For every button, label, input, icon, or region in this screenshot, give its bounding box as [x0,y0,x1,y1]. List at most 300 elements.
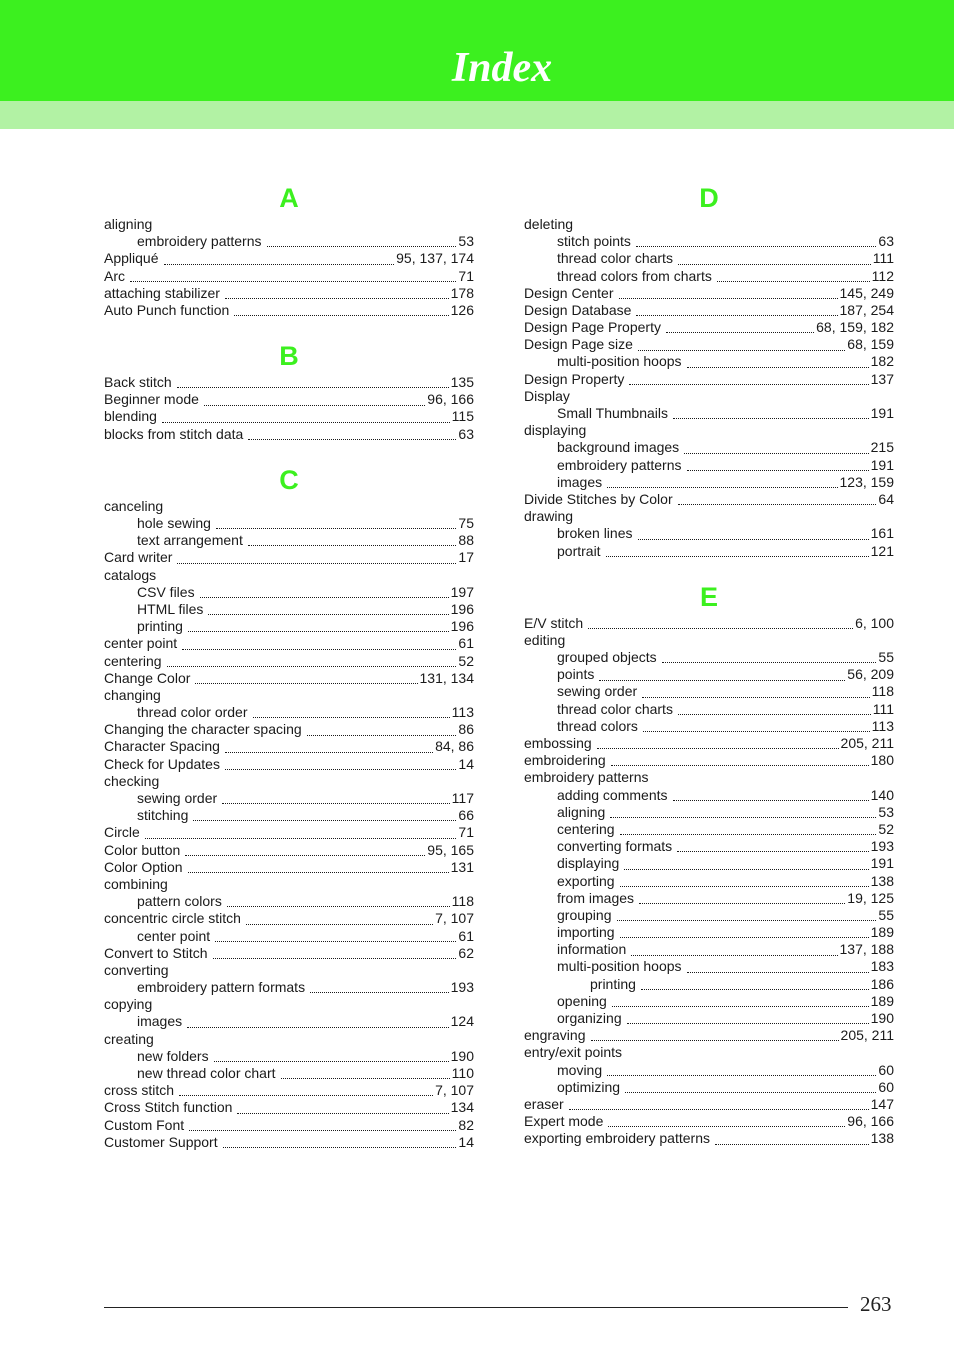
entry-pages: 123, 159 [839,473,894,490]
dot-leader [162,422,450,423]
index-entry [104,1117,474,1134]
entry-pages: 95, 165 [427,841,474,858]
index-entry [104,962,474,979]
dot-leader [188,631,449,632]
index-entry [104,859,474,876]
entry-term: displaying [524,422,587,439]
entry-pages: 111 [872,700,894,717]
index-entry [104,687,474,704]
dot-leader [208,614,448,615]
entry-pages: 96, 166 [847,1113,894,1130]
dot-leader [612,1006,869,1007]
dot-leader [281,1078,450,1079]
entry-term: embroidering [524,752,606,769]
dot-leader [234,315,448,316]
entry-pages: 19, 125 [847,889,894,906]
dot-leader [608,1126,845,1127]
entry-pages: 196 [450,618,474,635]
dot-leader [687,972,869,973]
entry-term: new folders [137,1047,209,1064]
dot-leader [188,872,449,873]
dot-leader [611,765,869,766]
index-entry [524,371,894,388]
section-letter: A [279,183,299,213]
entry-term: concentric circle stitch [104,910,241,927]
entry-pages: 82 [458,1116,474,1133]
entry-term: engraving [524,1027,586,1044]
entry-term: catalogs [104,566,157,583]
dot-leader [185,855,425,856]
entry-term: embroidery patterns [524,769,649,786]
entry-term: converting formats [557,838,673,855]
entry-pages: 52 [458,652,474,669]
entry-term: importing [557,924,615,941]
index-entry [104,374,474,391]
index-entry [104,1048,474,1065]
index-entry [524,1062,894,1079]
index-section [104,180,474,319]
entry-pages: 110 [451,1065,474,1082]
dot-leader [627,1023,869,1024]
entry-term: displaying [557,855,620,872]
index-entry [524,525,894,542]
entry-term: Color button [104,841,181,858]
entry-term: Display [524,387,570,404]
dot-leader [687,470,869,471]
index-entry [524,474,894,491]
index-entry [524,1044,894,1061]
index-entry [524,319,894,336]
dot-leader [253,717,450,718]
dot-leader [187,1027,449,1028]
entry-term: combining [104,875,168,892]
index-entry [524,491,894,508]
dot-leader [164,264,395,265]
index-entry [104,1134,474,1151]
dot-leader [597,748,839,749]
dot-leader [678,264,871,265]
dot-leader [678,504,877,505]
entry-term: aligning [104,215,153,232]
entry-term: Changing the character spacing [104,721,302,738]
entry-pages: 121 [870,542,894,559]
section-letter: D [699,183,719,213]
index-column-right [524,180,894,1148]
entry-term: aligning [557,803,606,820]
entry-pages: 118 [871,683,894,700]
entry-term: points [557,666,595,683]
index-entry [524,1027,894,1044]
entry-pages: 117 [451,790,474,807]
index-entry [524,959,894,976]
dot-leader [620,937,869,938]
entry-pages: 138 [870,1130,894,1147]
index-entry [524,735,894,752]
section-letter: E [699,581,718,612]
index-entry [524,838,894,855]
index-entry [524,976,894,993]
entry-pages: 124 [450,1013,474,1030]
entry-term: Design Property [524,370,625,387]
entry-term: embossing [524,735,592,752]
entry-pages: 111 [872,250,894,267]
index-entry [104,670,474,687]
dot-leader [223,1147,457,1148]
entry-pages: 61 [458,635,474,652]
entry-term: Design Page size [524,336,633,353]
entry-pages: 60 [878,1078,894,1095]
dot-leader [687,367,869,368]
entry-pages: 180 [870,752,894,769]
entry-pages: 61 [458,927,474,944]
entry-term: Character Spacing [104,738,220,755]
index-entry [104,584,474,601]
dot-leader [673,800,869,801]
dot-leader [193,820,456,821]
index-entry [104,945,474,962]
index-entry [524,769,894,786]
dot-leader [684,453,868,454]
entry-pages: 66 [458,807,474,824]
entry-term: center point [137,927,211,944]
entry-term: moving [557,1061,603,1078]
dot-leader [678,714,871,715]
entry-term: embroidery pattern formats [137,979,306,996]
index-entry [524,233,894,250]
entry-pages: 186 [870,975,894,992]
index-section [104,338,474,443]
entry-term: multi-position hoops [557,958,682,975]
dot-leader [607,487,837,488]
entry-term: Card writer [104,549,173,566]
entry-pages: 63 [878,233,894,250]
index-entry [104,721,474,738]
index-entry [524,821,894,838]
entry-pages: 131, 134 [419,669,474,686]
entry-term: Custom Font [104,1116,185,1133]
entry-pages: 191 [870,855,894,872]
entry-term: centering [557,820,615,837]
entry-term: editing [524,631,566,648]
entry-pages: 135 [450,374,474,391]
index-entry [104,928,474,945]
dot-leader [214,1061,449,1062]
dot-leader [215,941,456,942]
dot-leader [225,769,456,770]
index-entry [104,807,474,824]
dot-leader [195,683,417,684]
entry-term: cross stitch [104,1082,175,1099]
page-number: 263 [860,1292,892,1316]
page-title: Index [451,45,553,91]
index-entry [524,508,894,525]
index-entry [524,250,894,267]
entry-pages: 193 [450,979,474,996]
dot-leader [607,1075,876,1076]
entry-term: converting [104,961,169,978]
index-entry [524,422,894,439]
dot-leader [639,903,845,904]
dot-leader [569,1109,869,1110]
entry-term: Arc [104,267,125,284]
index-entry [104,409,474,426]
entry-pages: 140 [870,786,894,803]
dot-leader [130,281,456,282]
index-entry [104,876,474,893]
index-entry [524,1079,894,1096]
index-entry [104,1014,474,1031]
entry-pages: 178 [450,284,474,301]
index-entry [104,601,474,618]
dot-leader [177,387,449,388]
index-entry [104,756,474,773]
index-entry [104,1099,474,1116]
entry-term: exporting embroidery patterns [524,1130,710,1147]
entry-term: Design Database [524,301,632,318]
index-section [104,462,474,1151]
dot-leader [629,384,868,385]
index-entry [524,216,894,233]
entry-term: background images [557,439,680,456]
footer-rule [104,1307,848,1308]
index-entry [524,615,894,632]
index-entry [524,268,894,285]
index-entry [524,632,894,649]
section-letter: B [279,341,299,372]
dot-leader [599,680,845,681]
index-entry [524,439,894,456]
index-entry [524,1010,894,1027]
entry-term: Change Color [104,669,191,686]
dot-leader [636,315,837,316]
index-entry [524,907,894,924]
entry-pages: 134 [450,1099,474,1116]
entry-term: blending [104,408,157,425]
entry-pages: 55 [878,649,894,666]
entry-term: opening [557,992,607,1009]
index-entry [104,618,474,635]
entry-term: new thread color chart [137,1065,276,1082]
dot-leader [631,955,837,956]
index-entry [524,405,894,422]
dot-leader [717,281,870,282]
entry-term: Convert to Stitch [104,944,208,961]
entry-pages: 137 [870,370,894,387]
entry-pages: 161 [870,525,894,542]
dot-leader [588,628,853,629]
entry-term: Divide Stitches by Color [524,490,673,507]
entry-term: exporting [557,872,615,889]
index-entry [104,233,474,250]
index-entry [104,979,474,996]
index-entry [104,790,474,807]
index-entry [524,543,894,560]
dot-leader [620,834,877,835]
entry-term: broken lines [557,525,633,542]
entry-pages: 113 [871,717,894,734]
entry-pages: 187, 254 [839,301,894,318]
dot-leader [225,298,449,299]
dot-leader [189,1130,456,1131]
index-entry [524,354,894,371]
index-entry [524,684,894,701]
dot-leader [642,697,870,698]
dot-leader [225,752,433,753]
entry-pages: 118 [451,893,474,910]
entry-term: sewing order [557,683,638,700]
entry-term: E/V stitch [524,614,584,631]
entry-term: Circle [104,824,140,841]
entry-pages: 147 [870,1095,894,1112]
entry-pages: 63 [458,425,474,442]
entry-pages: 56, 209 [847,666,894,683]
index-entry [524,457,894,474]
dot-leader [227,906,450,907]
entry-term: images [137,1013,183,1030]
index-entry [104,391,474,408]
index-entry [104,893,474,910]
entry-pages: 84, 86 [435,738,474,755]
entry-term: center point [104,635,178,652]
entry-pages: 190 [870,1010,894,1027]
entry-term: Design Center [524,284,614,301]
dot-leader [182,649,456,650]
dot-leader [200,597,449,598]
entry-term: thread color order [137,704,248,721]
entry-term: text arrangement [137,532,243,549]
entry-term: centering [104,652,162,669]
index-entry [524,873,894,890]
section-letter: C [279,464,299,495]
index-entry [104,773,474,790]
entry-pages: 183 [870,958,894,975]
entry-term: eraser [524,1095,564,1112]
entry-pages: 197 [450,583,474,600]
entry-term: creating [104,1030,154,1047]
index-entry [104,426,474,443]
dot-leader [145,838,457,839]
index-entry [524,941,894,958]
entry-term: Design Page Property [524,319,661,336]
dot-leader [666,332,814,333]
index-entry [524,701,894,718]
entry-pages: 189 [870,924,894,941]
index-entry [104,1082,474,1099]
index-entry [524,1096,894,1113]
dot-leader [673,418,869,419]
dot-leader [641,989,869,990]
dot-leader [204,405,425,406]
dot-leader [636,246,876,247]
entry-term: optimizing [557,1078,621,1095]
entry-pages: 115 [451,408,474,425]
dot-leader [643,731,870,732]
entry-term: attaching stabilizer [104,284,220,301]
dot-leader [606,556,869,557]
index-entry [104,216,474,233]
index-entry [524,718,894,735]
entry-term: from images [557,889,635,906]
index-entry [524,804,894,821]
entry-pages: 53 [878,803,894,820]
dot-leader [638,350,845,351]
entry-pages: 112 [871,267,894,284]
entry-pages: 52 [878,820,894,837]
entry-term: stitching [137,807,189,824]
entry-term: portrait [557,542,601,559]
dot-leader [610,817,876,818]
index-entry [104,739,474,756]
dot-leader [619,298,838,299]
index-entry [104,1065,474,1082]
entry-pages: 68, 159, 182 [816,319,894,336]
entry-term: Beginner mode [104,391,199,408]
entry-pages: 95, 137, 174 [396,250,474,267]
entry-term: embroidery patterns [557,456,682,473]
entry-pages: 62 [458,944,474,961]
entry-term: copying [104,996,153,1013]
entry-pages: 68, 159 [847,336,894,353]
dot-leader [677,851,868,852]
index-entry [104,532,474,549]
entry-term: images [557,473,603,490]
dot-leader [179,1095,433,1096]
entry-term: sewing order [137,790,218,807]
entry-pages: 205, 211 [840,735,894,752]
index-entry [104,996,474,1013]
entry-pages: 7, 107 [435,910,474,927]
index-entry [524,890,894,907]
entry-term: thread color charts [557,250,673,267]
entry-pages: 205, 211 [840,1027,894,1044]
dot-leader [662,662,877,663]
entry-pages: 191 [870,405,894,422]
dot-leader [307,735,457,736]
entry-term: multi-position hoops [557,353,682,370]
header-band [0,101,954,129]
index-entry [104,1031,474,1048]
entry-term: thread colors from charts [557,267,712,284]
dot-leader [620,886,869,887]
index-entry [104,498,474,515]
entry-pages: 17 [458,549,474,566]
entry-term: Appliqué [104,250,159,267]
index-entry [524,855,894,872]
entry-term: deleting [524,215,574,232]
index-entry [104,824,474,841]
dot-leader [213,958,457,959]
index-entry [104,549,474,566]
entry-term: information [557,941,627,958]
entry-term: blocks from stitch data [104,425,244,442]
entry-term: Small Thumbnails [557,405,669,422]
index-column-left [104,180,474,1151]
entry-term: HTML files [137,600,204,617]
entry-pages: 14 [458,1133,474,1150]
index-entry [104,515,474,532]
dot-leader [248,545,457,546]
dot-leader [638,539,869,540]
entry-pages: 138 [870,872,894,889]
dot-leader [167,666,457,667]
entry-term: entry/exit points [524,1044,623,1061]
entry-pages: 64 [878,490,894,507]
entry-pages: 7, 107 [435,1082,474,1099]
entry-term: changing [104,686,161,703]
dot-leader [216,528,456,529]
entry-pages: 215 [870,439,894,456]
index-entry [104,250,474,267]
